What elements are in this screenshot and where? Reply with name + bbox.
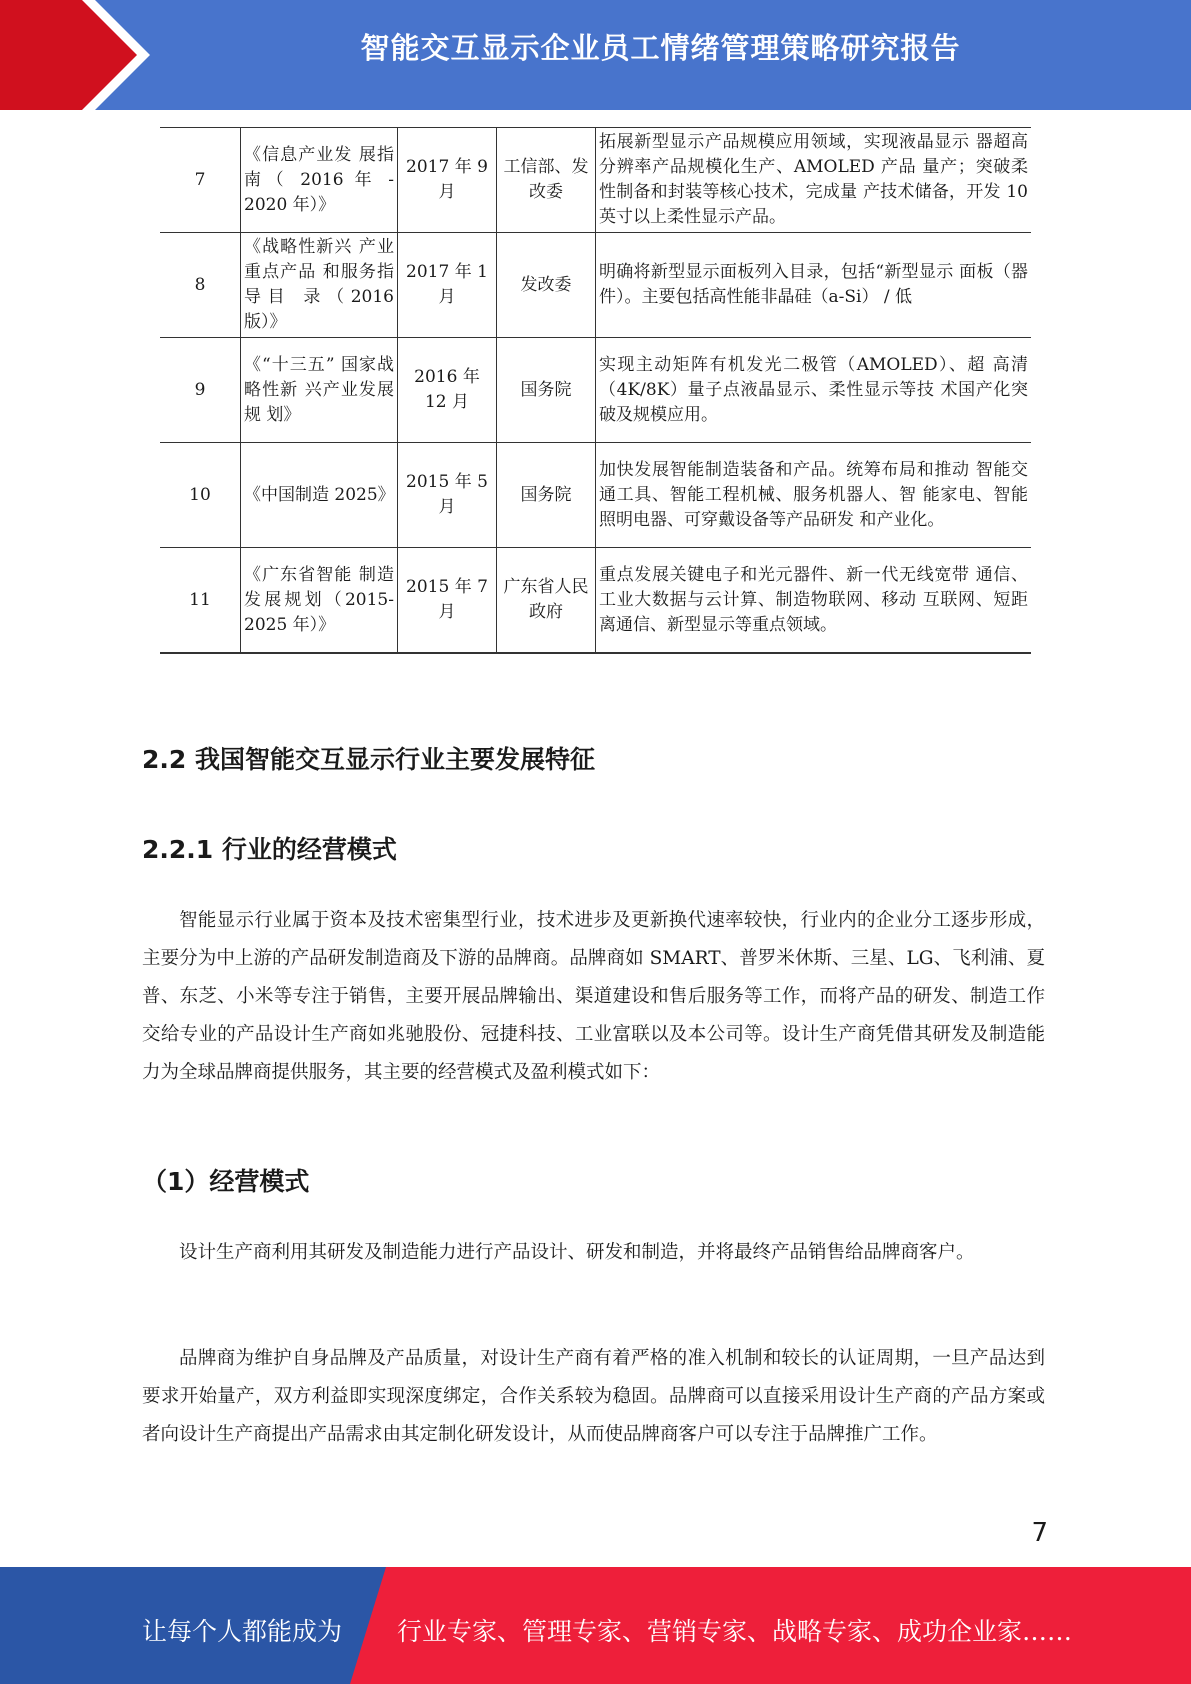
header-title: 智能交互显示企业员工情绪管理策略研究报告 <box>360 31 961 65</box>
body-paragraph: 智能显示行业属于资本及技术密集型行业，技术进步及更新换代速率较快，行业内的企业分工逐步形成，主要分为中上游的产品研发制造商及下游的品牌商。品牌商如 SMART、普罗米休斯、三星、LG、飞利浦、夏普、东芝、小米等专注于销售，主要开展品牌输出、渠道建设和售后服务等工作，而将产品的研发、制造工作交给专业的产品设计生产商如兆驰股份、冠捷科技、工业富联以及本公司等。设计生产商凭借其研发及制造能力为全球品牌商提供服务，其主要的经营模式及盈利模式如下： <box>142 910 1045 1083</box>
policy-desc: 重点发展关键电子和光元器件、新一代无线宽带 通信、工业大数据与云计算、制造物联网、移动 互联网、短距离通信、新型显示等重点领域。 <box>596 548 1032 654</box>
row-number: 9 <box>160 338 241 443</box>
table-row <box>160 338 1031 443</box>
table-row <box>160 233 1031 338</box>
page-number: 7 <box>1031 1518 1048 1548</box>
row-number: 7 <box>160 128 241 233</box>
footer-slogan-left: 让每个人都能成为 <box>142 1617 343 1646</box>
policy-dept: 广东省人民政府 <box>497 548 596 654</box>
policy-table <box>160 127 1031 654</box>
policy-desc: 实现主动矩阵有机发光二极管（AMOLED）、超 高清（4K/8K）量子点液晶显示、柔性显示等技 术国产化突破及规模应用。 <box>596 338 1032 443</box>
policy-date: 2015 年 5 月 <box>398 443 497 548</box>
policy-dept: 国务院 <box>497 338 596 443</box>
policy-date: 2016 年 12 月 <box>398 338 497 443</box>
subsection-heading: 2.2.1 行业的经营模式 <box>142 835 397 864</box>
page-header <box>0 0 1191 110</box>
policy-name: 《广东省智能 制造发展规划（2015-2025 年）》 <box>241 548 398 654</box>
row-number: 11 <box>160 548 241 654</box>
body-paragraph: 品牌商为维护自身品牌及产品质量，对设计生产商有着严格的准入机制和较长的认证周期，一旦产品达到要求开始量产，双方利益即实现深度绑定，合作关系较为稳固。品牌商可以直接采用设计生产商的产品方案或者向设计生产商提出产品需求由其定制化研发设计，从而使品牌商客户可以专注于品牌推广工作。 <box>142 1348 1045 1445</box>
policy-name: 《战略性新兴 产业重点产品 和服务指导目 录（2016 版）》 <box>241 233 398 338</box>
policy-desc: 拓展新型显示产品规模应用领域，实现液晶显示 器超高分辨率产品规模化生产、AMOLED 产品 量产；突破柔性制备和封装等核心技术，完成量 产技术储备，开发 10 英寸以上柔性显示产品。 <box>596 128 1032 233</box>
section-heading: 2.2 我国智能交互显示行业主要发展特征 <box>142 745 595 774</box>
body-paragraph: 设计生产商利用其研发及制造能力进行产品设计、研发和制造，并将最终产品销售给品牌商客户。 <box>179 1242 975 1263</box>
policy-date: 2017 年 9 月 <box>398 128 497 233</box>
table-row <box>160 548 1031 654</box>
footer-slogan-right: 行业专家、管理专家、营销专家、战略专家、成功企业家…… <box>397 1617 1073 1646</box>
policy-dept: 工信部、发改委 <box>497 128 596 233</box>
policy-date: 2017 年 1 月 <box>398 233 497 338</box>
policy-name: 《“十三五” 国家战略性新 兴产业发展规 划》 <box>241 338 398 443</box>
table-row <box>160 443 1031 548</box>
policy-desc: 加快发展智能制造装备和产品。统筹布局和推动 智能交通工具、智能工程机械、服务机器人、智 能家电、智能照明电器、可穿戴设备等产品研发 和产业化。 <box>596 443 1032 548</box>
sub-subsection-heading: （1）经营模式 <box>142 1167 310 1196</box>
header-arrow-icon <box>0 0 160 110</box>
policy-dept: 国务院 <box>497 443 596 548</box>
row-number: 10 <box>160 443 241 548</box>
policy-name: 《中国制造 2025》 <box>241 443 398 548</box>
policy-dept: 发改委 <box>497 233 596 338</box>
policy-date: 2015 年 7 月 <box>398 548 497 654</box>
table-row <box>160 128 1031 233</box>
row-number: 8 <box>160 233 241 338</box>
policy-desc: 明确将新型显示面板列入目录，包括“新型显示 面板（器件）。主要包括高性能非晶硅（a-Si） / 低 <box>596 233 1032 338</box>
policy-name: 《信息产业发 展指南（ 2016 年 - 2020 年）》 <box>241 128 398 233</box>
